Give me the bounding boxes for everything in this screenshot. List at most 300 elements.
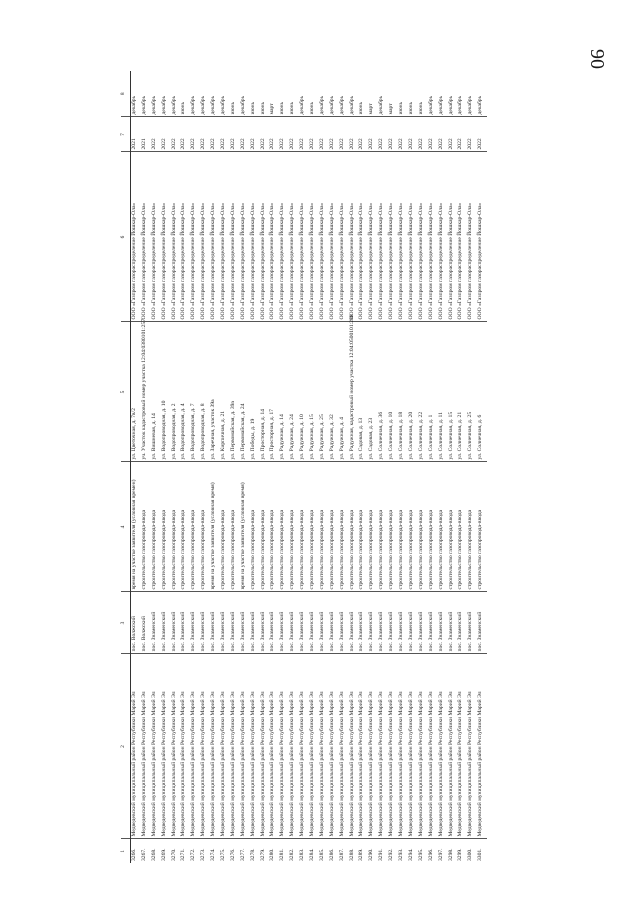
row-settlement: пос. Знаменский [240, 592, 250, 654]
row-settlement: пос. Знаменский [299, 592, 309, 654]
table-row [279, 71, 289, 863]
gasification-table [121, 71, 487, 863]
row-object: строительство газопровода-ввода [398, 462, 408, 592]
row-object: строительство газопровода-ввода [457, 462, 467, 592]
row-organization: ООО «Газпром газораспределение Йошкар-Ола» [448, 152, 458, 322]
row-number: 3282. [289, 839, 299, 863]
row-address: ул. Кирпичная, д. 21 [220, 322, 230, 462]
row-address: ул. Победы, д. 19 [250, 322, 260, 462]
row-object: строительство газопровода-ввода [250, 462, 260, 592]
row-organization: ООО «Газпром газораспределение Йошкар-Ола» [428, 152, 438, 322]
row-settlement: пос. Знаменский [161, 592, 171, 654]
table-row [269, 71, 279, 863]
table-row [378, 71, 388, 863]
row-organization: ООО «Газпром газораспределение Йошкар-Ола» [309, 152, 319, 322]
row-organization: ООО «Газпром газораспределение Йошкар-Ола» [151, 152, 161, 322]
row-number: 3280. [269, 839, 279, 863]
row-address: ул. Радужная, д. 14 [279, 322, 289, 462]
row-number: 3270. [171, 839, 181, 863]
row-month: июнь [398, 101, 405, 115]
row-month: декабрь [447, 95, 454, 115]
row-year: 2022 [200, 117, 210, 152]
row-year: 2022 [319, 117, 329, 152]
row-month: июнь [180, 101, 187, 115]
row-number: 3277. [240, 839, 250, 863]
row-year: 2022 [378, 117, 388, 152]
row-address: ул. Солнечная, д. 1 [428, 322, 438, 462]
table-row [299, 71, 309, 863]
row-district: Медведевский муниципальный район Республики Марий Эл [299, 654, 309, 839]
row-address: ул. Радужная, д. 24 [289, 322, 299, 462]
row-organization: ООО «Газпром газораспределение Йошкар-Ола» [467, 152, 477, 322]
table-row [200, 71, 210, 863]
row-organization: ООО «Газпром газораспределение Йошкар-Ола» [388, 152, 398, 322]
table-row [398, 71, 408, 863]
row-settlement: пос. Знаменский [269, 592, 279, 654]
row-year: 2022 [477, 117, 487, 152]
header-col-6: 6 [121, 152, 131, 322]
row-organization: ООО «Газпром газораспределение Йошкар-Ола» [378, 152, 388, 322]
row-month: декабрь [131, 95, 137, 115]
row-settlement: пос. Знаменский [190, 592, 200, 654]
row-settlement: пос. Знаменский [319, 592, 329, 654]
row-object: строительство газопровода-ввода [329, 462, 339, 592]
row-year: 2022 [349, 117, 359, 152]
row-number: 3294. [408, 839, 418, 863]
row-year: 2021 [141, 117, 151, 152]
row-settlement: пос. Знаменский [477, 592, 487, 654]
row-organization: ООО «Газпром газораспределение Йошкар-Ола» [190, 152, 200, 322]
table-row [230, 71, 240, 863]
row-number: 3269. [161, 839, 171, 863]
row-district: Медведевский муниципальный район Республики Марий Эл [309, 654, 319, 839]
row-month: декабрь [220, 95, 227, 115]
row-settlement: пос. Знаменский [358, 592, 368, 654]
row-year: 2022 [161, 117, 171, 152]
row-object: строительство газопровода-ввода [141, 462, 151, 592]
row-number: 3283. [299, 839, 309, 863]
row-number: 3278. [250, 839, 260, 863]
row-object: строительство газопровода-ввода [190, 462, 200, 592]
header-col-5: 5 [121, 322, 131, 462]
row-district: Медведевский муниципальный район Республики Марий Эл [467, 654, 477, 839]
row-district: Медведевский муниципальный район Республики Марий Эл [141, 654, 151, 839]
row-district: Медведевский муниципальный район Республики Марий Эл [131, 654, 141, 839]
row-organization: ООО «Газпром газораспределение Йошкар-Ола» [161, 152, 171, 322]
row-number: 3285. [319, 839, 329, 863]
row-organization: ООО «Газпром газораспределение Йошкар-Ола» [240, 152, 250, 322]
row-object: строительство газопровода-ввода [378, 462, 388, 592]
row-settlement: пос. Знаменский [200, 592, 210, 654]
row-object: строительство газопровода-ввода [448, 462, 458, 592]
row-year: 2021 [131, 117, 141, 152]
row-number: 3286. [329, 839, 339, 863]
row-district: Медведевский муниципальный район Республики Марий Эл [240, 654, 250, 839]
row-settlement: пос. Знаменский [210, 592, 220, 654]
table-row [289, 71, 299, 863]
row-organization: ООО «Газпром газораспределение Йошкар-Ола» [141, 152, 151, 322]
header-col-7: 7 [121, 117, 131, 152]
row-organization: ООО «Газпром газораспределение Йошкар-Ола» [457, 152, 467, 322]
row-address: уч. Участок кадастровый номер участка 12:04:0380101:257 [141, 322, 151, 462]
header-col-3: 3 [121, 592, 131, 654]
row-object: время на участке заявителя (условная время) [210, 462, 220, 592]
row-month: июнь [407, 101, 414, 115]
row-month: декабрь [299, 95, 306, 115]
table-row [349, 71, 359, 863]
table-row [408, 71, 418, 863]
table-row [161, 71, 171, 863]
row-month: декабрь [338, 95, 345, 115]
row-address: ул. Солнечная, д. 36 [378, 322, 388, 462]
row-district: Медведевский муниципальный район Республики Марий Эл [250, 654, 260, 839]
row-year: 2022 [171, 117, 181, 152]
row-address: ул. Цветочная, д. 7в/2 [131, 322, 141, 462]
row-settlement: пос. Знаменский [260, 592, 270, 654]
table-row [220, 71, 230, 863]
row-settlement: пос. Знаменский [418, 592, 428, 654]
row-settlement: пос. Волжский [131, 592, 141, 654]
row-month: декабрь [427, 95, 434, 115]
row-object: строительство газопровода-ввода [299, 462, 309, 592]
row-year: 2022 [329, 117, 339, 152]
row-year: 2022 [388, 117, 398, 152]
row-object: строительство газопровода-ввода [230, 462, 240, 592]
table-row [210, 71, 220, 863]
row-address: ул. Водопроводная, д. 2 [171, 322, 181, 462]
row-district: Медведевский муниципальный район Республики Марий Эл [161, 654, 171, 839]
table-row [457, 71, 467, 863]
row-year: 2022 [299, 117, 309, 152]
row-district: Медведевский муниципальный район Республики Марий Эл [378, 654, 388, 839]
row-settlement: пос. Знаменский [457, 592, 467, 654]
row-object: строительство газопровода-ввода [477, 462, 487, 592]
row-month: март [388, 103, 395, 115]
row-address: ул. Водопроводная, д. 4 [180, 322, 190, 462]
row-address: ул. Просторная, д. 14 [260, 322, 270, 462]
row-settlement: пос. Знаменский [378, 592, 388, 654]
row-object: время на участке заявителя (условная время) [240, 462, 250, 592]
row-address: ул. Солнечная, д. 20 [408, 322, 418, 462]
row-address: ул. Водопроводная, д. 7 [190, 322, 200, 462]
table-row [151, 71, 161, 863]
page-number: 90 [586, 49, 608, 69]
row-address: ул. Солнечная, д. 11 [438, 322, 448, 462]
header-col-8: 8 [121, 71, 131, 117]
table-row [467, 71, 477, 863]
row-organization: ООО «Газпром газораспределение Йошкар-Ола» [339, 152, 349, 322]
row-year: 2022 [408, 117, 418, 152]
row-settlement: пос. Знаменский [279, 592, 289, 654]
row-number: 3291. [378, 839, 388, 863]
row-address: ул. Радужная, д. 4 [339, 322, 349, 462]
row-district: Медведевский муниципальный район Республики Марий Эл [418, 654, 428, 839]
row-organization: ООО «Газпром газораспределение Йошкар-Ола» [180, 152, 190, 322]
row-year: 2022 [260, 117, 270, 152]
row-district: Медведевский муниципальный район Республики Марий Эл [190, 654, 200, 839]
row-object: строительство газопровода-ввода [269, 462, 279, 592]
row-organization: ООО «Газпром газораспределение Йошкар-Ола» [418, 152, 428, 322]
row-district: Медведевский муниципальный район Республики Марий Эл [230, 654, 240, 839]
row-district: Медведевский муниципальный район Республики Марий Эл [210, 654, 220, 839]
row-object: строительство газопровода-ввода [171, 462, 181, 592]
row-number: 3281. [279, 839, 289, 863]
row-number: 3301. [477, 839, 487, 863]
row-year: 2022 [438, 117, 448, 152]
row-month: декабрь [348, 95, 355, 115]
row-settlement: пос. Знаменский [408, 592, 418, 654]
row-organization: ООО «Газпром газораспределение Йошкар-Ола» [230, 152, 240, 322]
row-organization: ООО «Газпром газораспределение Йошкар-Ола» [289, 152, 299, 322]
row-object: время на участке заявителя (условная времен) [131, 462, 141, 592]
row-settlement: пос. Знаменский [368, 592, 378, 654]
row-month: декабрь [239, 95, 246, 115]
row-month: декабрь [160, 95, 167, 115]
table-row [329, 71, 339, 863]
row-year: 2022 [210, 117, 220, 152]
row-number: 3292. [388, 839, 398, 863]
row-address: ул. Солнечная, д. 25 [467, 322, 477, 462]
row-address: ул. Садовая, д. 13 [358, 322, 368, 462]
table-body [131, 71, 488, 863]
header-col-1: 1 [121, 839, 131, 863]
row-month: декабрь [190, 95, 197, 115]
row-object: строительство газопровода-ввода [200, 462, 210, 592]
row-object: строительство газопровода-ввода [358, 462, 368, 592]
row-organization: ООО «Газпром газораспределение Йошкар-Ола» [260, 152, 270, 322]
row-year: 2022 [368, 117, 378, 152]
row-organization: ООО «Газпром газораспределение Йошкар-Ола» [398, 152, 408, 322]
row-object: строительство газопровода-ввода [339, 462, 349, 592]
row-object: строительство газопровода-ввода [279, 462, 289, 592]
row-settlement: пос. Знаменский [438, 592, 448, 654]
row-month: июнь [309, 101, 316, 115]
row-district: Медведевский муниципальный район Республики Марий Эл [269, 654, 279, 839]
row-number: 3287. [339, 839, 349, 863]
row-organization: ООО «Газпром газораспределение Йошкар-Ола» [200, 152, 210, 322]
row-number: 3273. [200, 839, 210, 863]
row-district: Медведевский муниципальный район Республики Марий Эл [457, 654, 467, 839]
row-settlement: пос. Знаменский [289, 592, 299, 654]
row-settlement: пос. Знаменский [448, 592, 458, 654]
row-year: 2022 [220, 117, 230, 152]
row-object: строительство газопровода-ввода [161, 462, 171, 592]
row-address: ул. Заречная, участок 39а [210, 322, 220, 462]
row-month: декабрь [437, 95, 444, 115]
row-month: декабрь [170, 95, 177, 115]
row-year: 2022 [457, 117, 467, 152]
row-year: 2022 [269, 117, 279, 152]
row-settlement: пос. Знаменский [428, 592, 438, 654]
row-settlement: пос. Знаменский [349, 592, 359, 654]
row-month: декабрь [140, 95, 147, 115]
row-object: строительство газопровода-ввода [220, 462, 230, 592]
row-organization: ООО «Газпром газораспределение Йошкар-Ола» [358, 152, 368, 322]
row-organization: ООО «Газпром газораспределение Йошкар-Ола» [329, 152, 339, 322]
row-district: Медведевский муниципальный район Республики Марий Эл [329, 654, 339, 839]
row-month: декабрь [318, 95, 325, 115]
row-month: июнь [249, 101, 256, 115]
row-settlement: пос. Знаменский [171, 592, 181, 654]
row-year: 2022 [309, 117, 319, 152]
row-organization: ООО «Газпром газораспределение Йошкар-Ола» [171, 152, 181, 322]
row-district: Медведевский муниципальный район Республики Марий Эл [438, 654, 448, 839]
row-settlement: пос. Знаменский [180, 592, 190, 654]
row-district: Медведевский муниципальный район Республики Марий Эл [368, 654, 378, 839]
row-district: Медведевский муниципальный район Республики Марий Эл [428, 654, 438, 839]
row-number: 3293. [398, 839, 408, 863]
row-settlement: пос. Волжский [141, 592, 151, 654]
row-year: 2022 [428, 117, 438, 152]
table-row [131, 71, 141, 863]
row-object: строительство газопровода-ввода [260, 462, 270, 592]
header-col-2: 2 [121, 654, 131, 839]
row-month: июнь [417, 101, 424, 115]
row-organization: ООО «Газпром газораспределение Йошкар-Ола» [131, 152, 141, 322]
row-object: строительство газопровода-ввода [319, 462, 329, 592]
row-district: Медведевский муниципальный район Республики Марий Эл [279, 654, 289, 839]
row-number: 3271. [180, 839, 190, 863]
row-month: июнь [259, 101, 266, 115]
row-year: 2022 [398, 117, 408, 152]
row-month: июнь [229, 101, 236, 115]
row-month: декабрь [477, 95, 484, 115]
row-organization: ООО «Газпром газораспределение Йошкар-Ола» [250, 152, 260, 322]
row-address: ул. Радужная, д. 32 [329, 322, 339, 462]
row-number: 3267. [141, 839, 151, 863]
row-number: 3279. [260, 839, 270, 863]
row-number: 3274. [210, 839, 220, 863]
row-number: 3289. [358, 839, 368, 863]
row-object: строительство газопровода-ввода [289, 462, 299, 592]
row-month: июнь [279, 101, 286, 115]
row-address: ул. Садовая, д. 23 [368, 322, 378, 462]
table-row [141, 71, 151, 863]
row-month: июнь [289, 101, 296, 115]
row-settlement: пос. Знаменский [329, 592, 339, 654]
row-year: 2022 [358, 117, 368, 152]
table-row [309, 71, 319, 863]
row-organization: ООО «Газпром газораспределение Йошкар-Ола» [299, 152, 309, 322]
row-object: строительство газопровода-ввода [438, 462, 448, 592]
row-year: 2022 [230, 117, 240, 152]
row-address: ул. Вишневая, д. 14 [151, 322, 161, 462]
row-number: 3266. [131, 839, 141, 863]
row-number: 3300. [467, 839, 477, 863]
row-organization: ООО «Газпром газораспределение Йошкар-Ола» [279, 152, 289, 322]
table-row [260, 71, 270, 863]
row-district: Медведевский муниципальный район Республики Марий Эл [388, 654, 398, 839]
row-organization: ООО «Газпром газораспределение Йошкар-Ола» [220, 152, 230, 322]
row-month: июнь [358, 101, 365, 115]
row-number: 3268. [151, 839, 161, 863]
row-address: ул. Радужная, кадастровый номер участка 12:04:0500101:288 [349, 322, 359, 462]
row-number: 3284. [309, 839, 319, 863]
table-row [448, 71, 458, 863]
row-address: ул. Солнечная, д. 21 [457, 322, 467, 462]
row-address: ул. Солнечная, д. 15 [448, 322, 458, 462]
row-address: ул. Первомайская, д. 24 [240, 322, 250, 462]
row-district: Медведевский муниципальный район Республики Марий Эл [180, 654, 190, 839]
row-year: 2022 [418, 117, 428, 152]
row-object: строительство газопровода-ввода [180, 462, 190, 592]
row-district: Медведевский муниципальный район Республики Марий Эл [220, 654, 230, 839]
row-organization: ООО «Газпром газораспределение Йошкар-Ола» [477, 152, 487, 322]
row-year: 2022 [339, 117, 349, 152]
row-year: 2022 [151, 117, 161, 152]
row-object: строительство газопровода-ввода [388, 462, 398, 592]
row-district: Медведевский муниципальный район Республики Марий Эл [477, 654, 487, 839]
row-address: ул. Просторная, д. 17 [269, 322, 279, 462]
table-row [358, 71, 368, 863]
row-district: Медведевский муниципальный район Республики Марий Эл [339, 654, 349, 839]
header-row [121, 71, 131, 863]
row-number: 3275. [220, 839, 230, 863]
row-district: Медведевский муниципальный район Республики Марий Эл [319, 654, 329, 839]
row-year: 2022 [240, 117, 250, 152]
row-month: декабрь [467, 95, 474, 115]
row-district: Медведевский муниципальный район Республики Марий Эл [260, 654, 270, 839]
row-month: март [368, 103, 375, 115]
row-month: март [269, 103, 276, 115]
row-district: Медведевский муниципальный район Республики Марий Эл [349, 654, 359, 839]
row-object: строительство газопровода-ввода [349, 462, 359, 592]
row-number: 3290. [368, 839, 378, 863]
table-row [428, 71, 438, 863]
row-object: строительство газопровода-ввода [467, 462, 477, 592]
row-district: Медведевский муниципальный район Республики Марий Эл [398, 654, 408, 839]
table-row [388, 71, 398, 863]
row-number: 3297. [438, 839, 448, 863]
row-organization: ООО «Газпром газораспределение Йошкар-Ола» [319, 152, 329, 322]
row-organization: ООО «Газпром газораспределение Йошкар-Ола» [210, 152, 220, 322]
row-district: Медведевский муниципальный район Республики Марий Эл [408, 654, 418, 839]
row-organization: ООО «Газпром газораспределение Йошкар-Ола» [438, 152, 448, 322]
row-district: Медведевский муниципальный район Республики Марий Эл [448, 654, 458, 839]
row-number: 3298. [448, 839, 458, 863]
row-object: строительство газопровода-ввода [428, 462, 438, 592]
row-address: ул. Водопроводная, д. 10 [161, 322, 171, 462]
row-settlement: пос. Знаменский [250, 592, 260, 654]
table-row [418, 71, 428, 863]
row-number: 3295. [418, 839, 428, 863]
row-year: 2022 [467, 117, 477, 152]
table-row [171, 71, 181, 863]
row-address: ул. Водопроводная, д. 8 [200, 322, 210, 462]
row-month: декабрь [200, 95, 207, 115]
row-number: 3299. [457, 839, 467, 863]
table-header [121, 71, 131, 863]
row-month: декабрь [210, 95, 217, 115]
row-month: декабрь [328, 95, 335, 115]
row-organization: ООО «Газпром газораспределение Йошкар-Ола» [269, 152, 279, 322]
header-col-4: 4 [121, 462, 131, 592]
row-object: строительство газопровода-ввода [309, 462, 319, 592]
row-settlement: пос. Знаменский [220, 592, 230, 654]
table-row [319, 71, 329, 863]
row-district: Медведевский муниципальный район Республики Марий Эл [289, 654, 299, 839]
row-settlement: пос. Знаменский [467, 592, 477, 654]
rotated-table-container [121, 71, 565, 863]
row-settlement: пос. Знаменский [388, 592, 398, 654]
row-year: 2022 [448, 117, 458, 152]
row-settlement: пос. Знаменский [230, 592, 240, 654]
row-object: строительство газопровода-ввода [151, 462, 161, 592]
table-row [339, 71, 349, 863]
row-address: ул. Солнечная, д. 6 [477, 322, 487, 462]
table-row [368, 71, 378, 863]
table-row [240, 71, 250, 863]
